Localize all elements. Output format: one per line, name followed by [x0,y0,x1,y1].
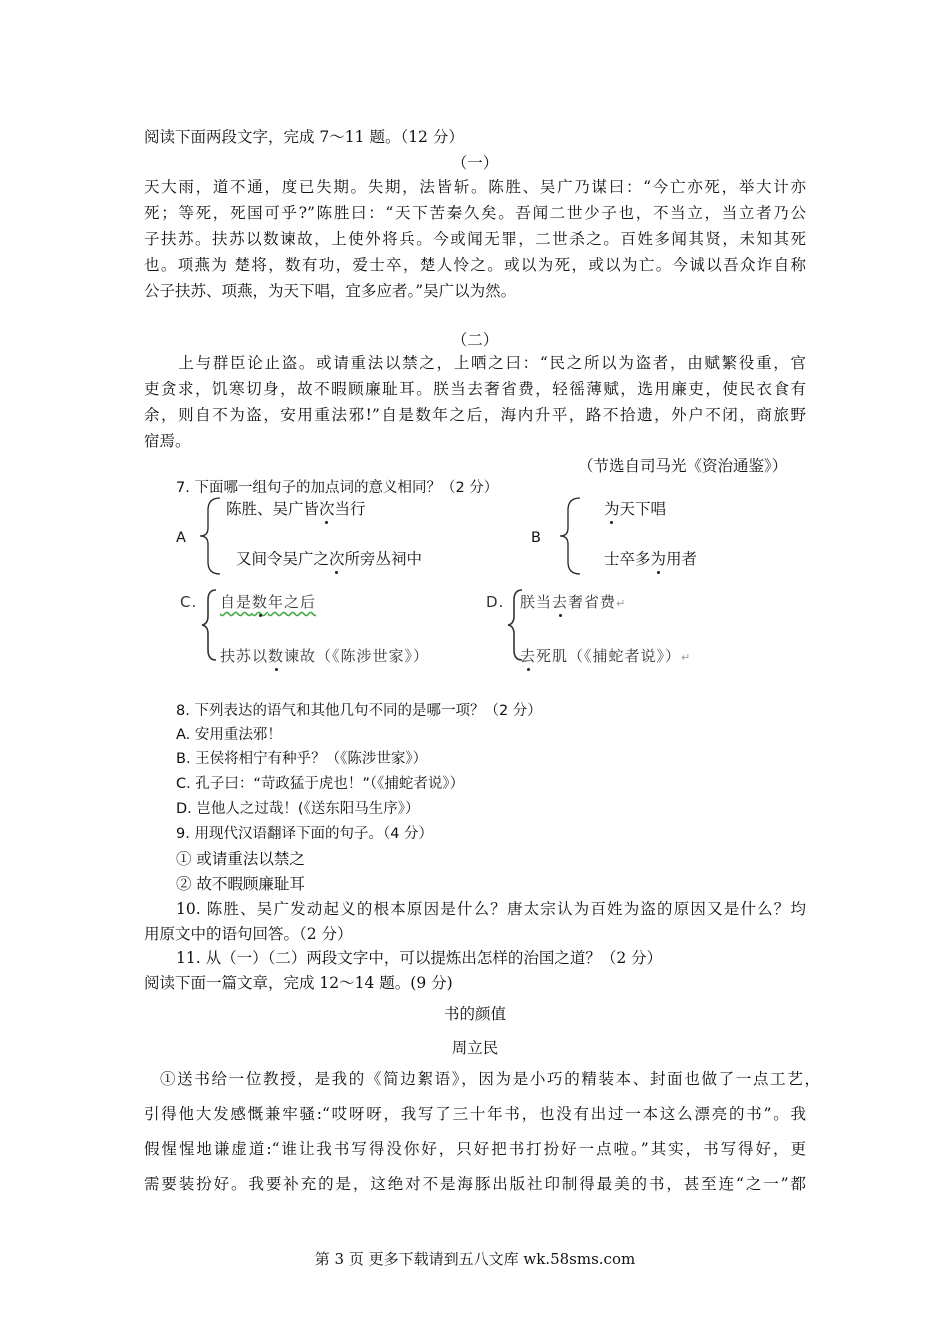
passage-1-line: 天大雨，道不通，度已失期。失期，法皆斩。陈胜、吴广乃谋曰：“今亡亦死，举大计亦 [144,178,806,196]
passage-2-heading: （二） [451,331,499,349]
q7-option-a-label: A [176,530,186,546]
question-9-stem: 9. 用现代汉语翻译下面的句子。（4 分） [176,826,434,842]
q8-option: B. 王侯将相宁有种乎？（《陈涉世家》） [176,751,428,767]
passage-1-line: 死；等死，死国可乎?”陈胜曰：“天下苦秦久矣。吾闻二世少子也，不当立，当立者乃公 [144,204,806,222]
page-footer: 第 3 页 更多下载请到五八文库 wk.58sms.com [314,1250,636,1268]
passage-2-line: 宿焉。 [144,432,191,450]
q7-option-b-label: B [531,530,541,546]
q7-option-c-line2: 扶苏以数谏故（《陈涉世家》） [220,647,430,665]
q7-option-b-line2: 士卒多为用者 [604,550,698,568]
q7-option-c-line1: 自是数年之后 [220,593,317,611]
article-line: 引得他大发感慨兼牢骚:“哎呀呀，我写了三十年书，也没有出过一本这么漂亮的书”。我 [144,1105,806,1123]
q7-option-c-label: C. [180,593,198,611]
question-10-line1: 10. 陈胜、吴广发动起义的根本原因是什么？唐太宗认为百姓为盗的原因又是什么？均 [176,900,806,918]
article-line: 需要装扮好。我要补充的是，这绝对不是海豚出版社印制得最美的书，甚至连“之一”都 [144,1175,806,1193]
q7-option-d-label: D. [486,593,505,611]
question-8-stem: 8. 下列表达的语气和其他几句不同的是哪一项？（2 分） [176,703,542,719]
q7-option-a-brace [198,496,224,576]
passage-1-line: 公子扶苏、项燕，为天下唱，宜多应者。”吴广以为然。 [144,282,517,300]
question-10-line2: 用原文中的语句回答。（2 分） [144,925,353,943]
return-mark: ↵ [616,597,627,610]
reading-intro-2: 阅读下面一篇文章，完成 12～14 题。(9 分) [144,974,453,992]
passage-2-line: 上与群臣论止盗。或请重法以禁之，上哂之曰：“民之所以为盗者，由赋繁役重，官 [144,354,806,372]
passage-2-line: 吏贪求，饥寒切身，故不暇顾廉耻耳。朕当去奢省费，轻徭薄赋，选用廉吏，使民衣食有 [144,380,806,398]
q8-option: C. 孔子曰：“苛政猛于虎也！”（《捕蛇者说》） [176,776,465,792]
q9-item: ① 或请重法以禁之 [176,850,305,868]
q8-option: D. 岂他人之过哉！(《送东阳马生序》） [176,801,420,817]
article-title: 书的颜值 [443,1005,506,1023]
q8-option: A. 安用重法邪！ [176,727,282,743]
question-11: 11. 从（一）（二）两段文字中，可以提炼出怎样的治国之道？（2 分） [176,949,663,967]
passage-2-line: 余，则自不为盗，安用重法邪!”自是数年之后，海内升平，路不拾遗，外户不闭，商旅野 [144,406,806,424]
question-7-stem: 7. 下面哪一组句子的加点词的意义相同？（2 分） [176,480,499,496]
q7-option-d-line2: 去死肌（《捕蛇者说》）↵ [520,647,692,665]
q7-option-b-line1: 为天下唱 [604,500,667,518]
q7-option-c-brace [200,586,220,664]
passage-1-line: 也。项燕为 楚将，数有功，爱士卒，楚人怜之。或以为死，或以为亡。今诚以吾众诈自称 [144,256,806,274]
passage-1-line: 子扶苏。扶苏以数谏故，上使外将兵。今或闻无罪，二世杀之。百姓多闻其贤，未知其死 [144,230,806,248]
q7-option-d-line1: 朕当去奢省费↵ [520,593,627,611]
passage-1-heading: （一） [451,154,499,172]
q7-option-a-line1: 陈胜、吴广皆次当行 [226,500,366,518]
reading-intro: 阅读下面两段文字，完成 7～11 题。（12 分） [144,128,464,146]
article-line: ①送书给一位教授，是我的《简边絮语》，因为是小巧的精装本、封面也做了一点工艺， [160,1070,820,1088]
article-author: 周立民 [451,1039,499,1057]
article-line: 假惺惺地谦虚道:“谁让我书写得没你好，只好把书打扮好一点啦。”其实，书写得好，更 [144,1140,806,1158]
q7-option-a-line2: 又间令吴广之次所旁丛祠中 [236,550,423,568]
q9-item: ② 故不暇顾廉耻耳 [176,875,305,893]
q7-option-b-brace [558,496,584,576]
return-mark: ↵ [681,651,692,664]
passage-source: （节选自司马光《资治通鉴》） [578,457,788,475]
